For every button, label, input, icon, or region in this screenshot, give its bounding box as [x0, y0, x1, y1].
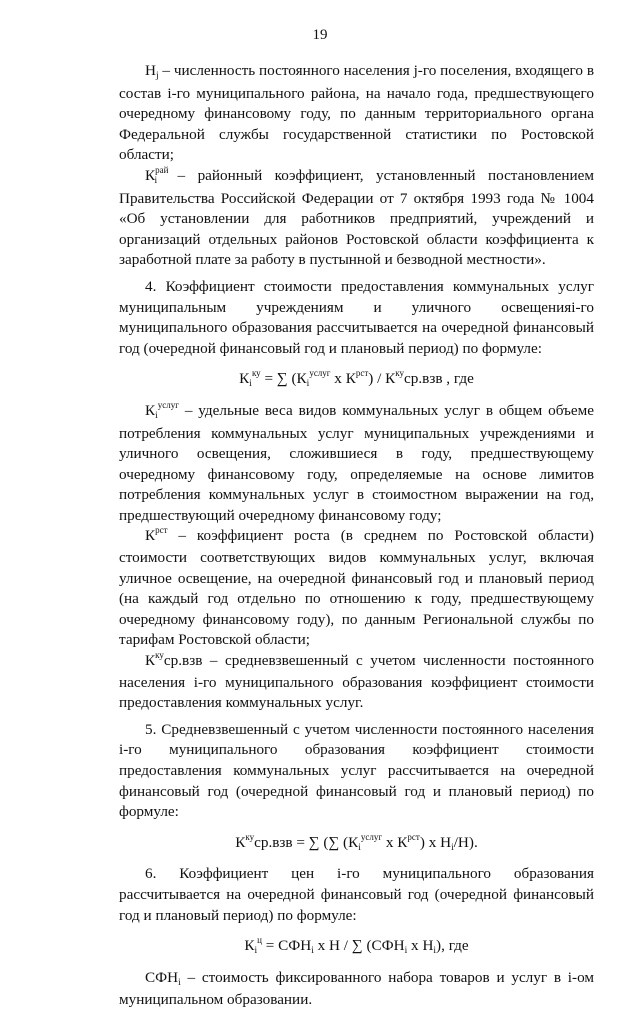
definition-text: – коэффициент роста (в среднем по Ростовской области) стоимости соответствующих видов коммунальных услуг, включая уличное освещение, на очередной финансовый год и плановый период (на каждый год отдельно по отношению к году, предшествующему очередному финансовому году), по данным Региональной службы по тарифам Ростовской области;	[119, 527, 594, 649]
formula-part: ), где	[436, 937, 469, 955]
subscript: i	[358, 842, 361, 853]
paragraph-section-6: 6. Коэффициент цен i-го муниципального образования рассчитывается на очередной финансовый год (очередной финансовый год и плановый период) по формуле:	[119, 865, 594, 924]
subscript: i	[155, 410, 158, 421]
superscript: ку	[251, 368, 261, 379]
formula-part: /Н).	[453, 833, 478, 851]
symbol-k: К	[145, 166, 156, 184]
subscript: i	[306, 379, 310, 390]
superscript: услуг	[360, 831, 383, 842]
subscript: i	[154, 175, 158, 186]
formula-kc	[119, 936, 594, 959]
definition-text: – численность постоянного населения j-го поселения, входящего в состав i-го муниципального района, на начало года, предшествующего очередному финансовому году, по данным территориального органа Федеральной службы государственной статистики по Ростовской области;	[119, 62, 594, 164]
symbol-k: К	[145, 527, 156, 545]
formula-part: ) х Н	[419, 833, 452, 851]
formula-part: К	[239, 370, 250, 388]
formula-part: = ∑ (К	[260, 370, 307, 388]
formula-part: = СФН	[261, 937, 312, 955]
definition-text: – стоимость фиксированного набора товаров и услуг в i-ом муниципальном образовании.	[119, 968, 594, 1009]
superscript: рст	[355, 368, 369, 379]
subscript: i	[311, 946, 314, 957]
superscript: ку	[395, 368, 405, 379]
paragraph-sfn-definition	[119, 968, 594, 1011]
formula-part: х Н / ∑ (СФН	[313, 937, 405, 955]
subscript: j	[155, 71, 159, 81]
subscript: i	[249, 379, 252, 390]
paragraph-kku-avg-definition	[119, 651, 594, 714]
subscript: i	[433, 946, 437, 957]
symbol-sfn: СФН	[145, 968, 179, 986]
document-body	[119, 61, 594, 1011]
superscript: ку	[245, 831, 255, 842]
formula-kku-avg	[119, 833, 594, 856]
superscript: услуг	[157, 399, 179, 410]
paragraph-kuslug-definition	[119, 401, 594, 527]
subscript: i	[451, 842, 454, 853]
formula-part: ср.взв , где	[404, 370, 474, 388]
subscript: i	[254, 946, 258, 957]
subscript: i	[178, 977, 181, 988]
superscript: рст	[407, 831, 420, 842]
symbol-k: К	[145, 401, 156, 419]
formula-part: К	[244, 937, 255, 955]
paragraph-nj-definition	[119, 61, 594, 166]
definition-text: – удельные веса видов коммунальных услуг в общем объеме потребления коммунальных услуг муниципальных учреждениями и уличного освещения, сложившиеся в году, предшествующему очередному финансовому году, определяемые на основе лимитов потребления коммунальных услуг в стоимостном выражении на год, предшествующий очередному финансовому году;	[119, 401, 594, 524]
formula-part: х Н	[407, 937, 434, 955]
page-number: 19	[312, 27, 328, 43]
superscript: рай	[155, 164, 169, 175]
superscript: ц	[257, 935, 262, 946]
paragraph-section-5: 5. Средневзвешенный с учетом численности постоянного населения i-го муниципального образования коэффициент стоимости предоставления коммунальных услуг рассчитывается на очередной финансовый год (очередной финансовый год и плановый период) по формуле:	[119, 720, 594, 821]
superscript: ку	[155, 650, 164, 661]
symbol-n: Н	[145, 62, 156, 79]
subscript: i	[404, 946, 408, 957]
paragraph-kray-definition	[119, 166, 594, 271]
formula-part: ) / К	[368, 370, 396, 388]
definition-text: – районный коэффициент, установленный постановлением Правительства Российской Федерации от 7 октября 1993 года № 1004 «Об установлении для работников предприятий, учреждений и организаций отдельных районов Ростовской области коэффициента к заработной плате за работу в пустынной и безводной местности».	[119, 166, 594, 269]
formula-part: х К	[330, 370, 356, 388]
formula-part: ср.взв = ∑ (∑ (К	[254, 833, 359, 851]
superscript: рст	[155, 525, 168, 536]
paragraph-krst-definition	[119, 526, 594, 651]
formula-part: К	[235, 833, 246, 851]
symbol-k: К	[145, 652, 156, 670]
paragraph-section-4: 4. Коэффициент стоимости предоставления коммунальных услуг муниципальным учреждениям и уличного освещенияi-го муниципального образования рассчитывается на очередной финансовый год (очередной финансовый год и плановый период) по формуле:	[119, 277, 594, 357]
superscript: услуг	[309, 368, 331, 379]
formula-part: х К	[382, 833, 408, 851]
formula-kku	[119, 369, 594, 392]
definition-text: ср.взв – средневзвешенный с учетом численности постоянного населения i-го муниципального образования коэффициент стоимости предоставления коммунальных услуг.	[119, 652, 594, 712]
